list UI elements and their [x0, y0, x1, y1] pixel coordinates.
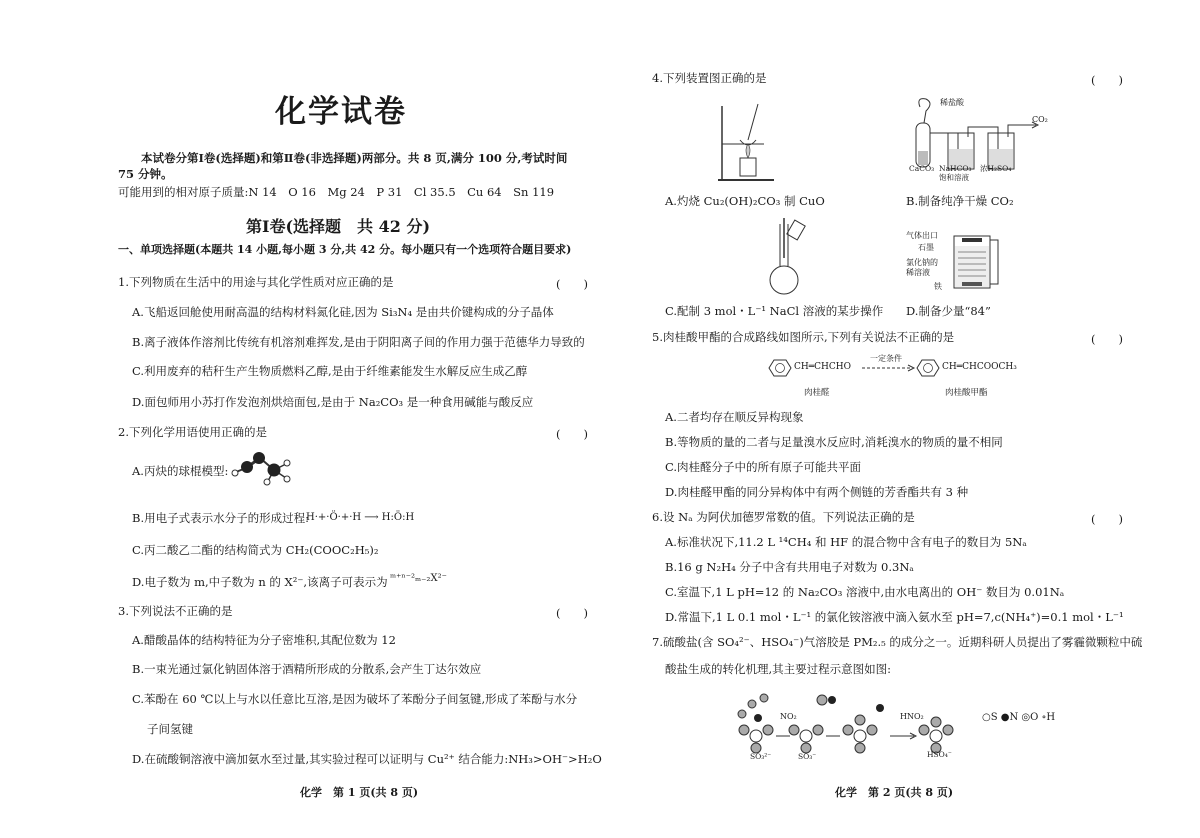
page-footer-2: 化学 第 2 页(共 8 页)	[835, 786, 954, 799]
q3-option-c-cont: 子间氢键	[147, 722, 193, 736]
apparatus-a-burning	[718, 100, 778, 185]
answer-paren-2: ( )	[556, 427, 588, 441]
reaction-condition: 一定条件	[870, 354, 902, 363]
answer-paren-1: ( )	[556, 277, 588, 291]
benzene-ring-icon	[768, 358, 792, 378]
q2-option-d: D.电子数为 m,中子数为 n 的 X²⁻,该离子可表示为	[132, 575, 388, 589]
water-formation-equation: H·+·Ö·+·H ⟶ H:Ö:H	[306, 512, 415, 523]
question-2: 2.下列化学用语使用正确的是	[118, 425, 267, 439]
q4-option-d: D.制备少量“84”	[906, 304, 991, 318]
answer-paren-4: ( )	[1091, 73, 1123, 87]
q3-option-d: D.在硫酸铜溶液中滴加氨水至过量,其实验过程可以证明与 Cu²⁺ 结合能力:NH₃>OH⁻>H₂O	[132, 752, 602, 766]
cluster-4	[919, 717, 953, 753]
apparatus-c-flask	[764, 218, 814, 298]
label-graphite: 石墨	[918, 243, 934, 252]
reactant-formula: CH═CHCHO	[794, 362, 852, 372]
question-7: 7.硫酸盐(含 SO₄²⁻、HSO₄⁻)气溶胶是 PM₂.₅ 的成分之一。近期科研人员提出了雾霾微颗粒中硫	[652, 635, 1143, 649]
benzene-ring-icon-2	[916, 358, 940, 378]
q3-option-b: B.一束光通过氯化钠固体溶于酒精所形成的分散系,会产生丁达尔效应	[132, 662, 482, 676]
label-dilute: 稀溶液	[906, 268, 930, 277]
label-caco3: CaCO₃	[909, 164, 935, 173]
q3-option-a: A.醋酸晶体的结构特征为分子密堆积,其配位数为 12	[132, 633, 396, 647]
question-6: 6.设 Nₐ 为阿伏加德罗常数的值。下列说法正确的是	[652, 510, 915, 524]
answer-paren-6: ( )	[1091, 512, 1123, 526]
answer-paren-5: ( )	[1091, 332, 1123, 346]
product-name: 肉桂酸甲酯	[945, 388, 988, 398]
part-heading: 一、单项选择题(本题共 14 小题,每小题 3 分,共 42 分。每小题只有一个选项符合题目要求)	[118, 243, 572, 256]
q1-option-b: B.离子液体作溶剂比传统有机溶剂难挥发,是由于阴阳离子间的作用力强于范德华力导致的	[132, 335, 585, 349]
q4-option-c: C.配制 3 mol・L⁻¹ NaCl 溶液的某步操作	[665, 304, 884, 318]
label-co2: CO₂	[1032, 115, 1048, 124]
section-heading: 第Ⅰ卷(选择题 共 42 分)	[246, 217, 431, 236]
q5-option-c: C.肉桂醛分子中的所有原子可能共平面	[665, 460, 862, 474]
answer-paren-3: ( )	[556, 606, 588, 620]
q5-option-b: B.等物质的量的二者与足量溴水反应时,消耗溴水的物质的量不相同	[665, 435, 1003, 449]
cluster-2	[789, 695, 836, 753]
ion-symbol: ᵐ⁺ⁿ⁻²ₘ₋₂X²⁻	[390, 573, 447, 584]
apparatus-d-electrolysis	[944, 230, 1004, 292]
label-hso4: HSO₄⁻	[927, 750, 952, 759]
label-no2: NO₂	[780, 712, 797, 721]
label-gas-outlet: 气体出口	[906, 231, 938, 240]
label-nacl: 氯化钠的	[906, 258, 938, 267]
q6-option-c: C.室温下,1 L pH=12 的 Na₂CO₃ 溶液中,由水电离出的 OH⁻ 数目为 0.01Nₐ	[665, 585, 1065, 599]
q2-option-a: A.丙炔的球棍模型:	[132, 464, 229, 478]
cluster-1	[738, 694, 773, 753]
label-so3-minus: SO₃⁻	[798, 752, 817, 761]
label-saturated: 饱和溶液	[939, 173, 969, 182]
q6-option-a: A.标准状况下,11.2 L ¹⁴CH₄ 和 HF 的混合物中含有电子的数目为 5Nₐ	[665, 535, 1027, 549]
q1-option-c: C.利用废弃的秸秆生产生物质燃料乙醇,是由于纤维素能发生水解反应生成乙醇	[132, 364, 528, 378]
reactant-name: 肉桂醛	[804, 388, 830, 398]
question-5: 5.肉桂酸甲酯的合成路线如图所示,下列有关说法不正确的是	[652, 330, 955, 344]
q4-option-b: B.制备纯净干燥 CO₂	[906, 194, 1014, 208]
q3-option-c: C.苯酚在 60 ℃以上与水以任意比互溶,是因为破坏了苯酚分子间氢键,形成了苯酚与水分	[132, 692, 578, 706]
question-3: 3.下列说法不正确的是	[118, 604, 233, 618]
page-footer-1: 化学 第 1 页(共 8 页)	[300, 786, 419, 799]
q6-option-b: B.16 g N₂H₄ 分子中含有共用电子对数为 0.3Nₐ	[665, 560, 914, 574]
label-iron: 铁	[934, 282, 942, 291]
question-7-cont: 酸盐生成的转化机理,其主要过程示意图如图:	[665, 662, 892, 676]
intro-line-2: 75 分钟。	[118, 167, 173, 181]
label-nahco3: NaHCO₃	[939, 164, 972, 173]
cluster-3	[843, 704, 884, 753]
right-page	[600, 0, 1200, 838]
propyne-ball-stick-model	[226, 450, 296, 486]
question-4: 4.下列装置图正确的是	[652, 71, 767, 85]
q4-option-a: A.灼烧 Cu₂(OH)₂CO₃ 制 CuO	[665, 194, 825, 208]
label-dilute-hcl: 稀盐酸	[940, 98, 964, 107]
q2-option-c: C.丙二酸乙二酯的结构简式为 CH₂(COOC₂H₅)₂	[132, 543, 379, 557]
product-formula: CH═CHCOOCH₃	[942, 362, 1017, 372]
q2-option-b: B.用电子式表示水分子的形成过程:	[132, 511, 309, 525]
label-hno2: HNO₂	[900, 712, 924, 721]
question-1: 1.下列物质在生活中的用途与其化学性质对应正确的是	[118, 275, 394, 289]
q1-option-a: A.飞船返回舱使用耐高温的结构材料氮化硅,因为 Si₃N₄ 是由共价键构成的分子晶体	[132, 305, 554, 319]
label-so3-2minus: SO₃²⁻	[750, 752, 772, 761]
intro-line-1: 本试卷分第Ⅰ卷(选择题)和第Ⅱ卷(非选择题)两部分。共 8 页,满分 100 分,考试时间	[141, 151, 568, 165]
exam-title: 化学试卷	[275, 94, 407, 130]
atom-legend: ○S ●N ◎O ∘H	[982, 712, 1056, 723]
q6-option-d: D.常温下,1 L 0.1 mol・L⁻¹ 的氯化铵溶液中滴入氨水至 pH=7,c(NH₄⁺)=0.1 mol・L⁻¹	[665, 610, 1124, 624]
q5-option-a: A.二者均存在顺反异构现象	[665, 410, 804, 424]
atomic-masses: 可能用到的相对原子质量:N 14 O 16 Mg 24 P 31 Cl 35.5 Cu 64 Sn 119	[118, 185, 555, 199]
q1-option-d: D.面包师用小苏打作发泡剂烘焙面包,是由于 Na₂CO₃ 是一种食用碱能与酸反应	[132, 395, 534, 409]
q5-option-d: D.肉桂醛甲酯的同分异构体中有两个侧链的芳香酯共有 3 种	[665, 485, 969, 499]
reaction-arrow-icon	[862, 363, 916, 373]
label-h2so4: 浓H₂SO₄	[980, 164, 1012, 173]
